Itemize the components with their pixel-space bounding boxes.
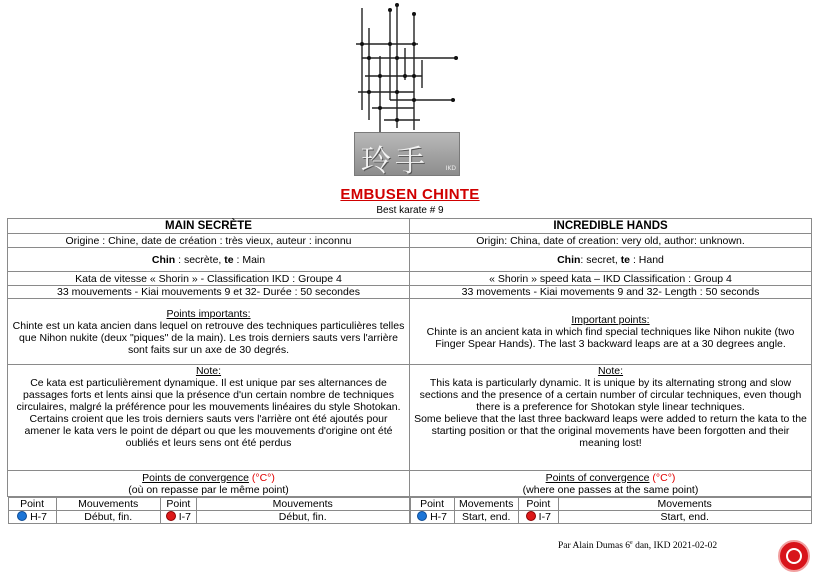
convergence-fr-table-cell (8, 497, 410, 525)
chinte-logo-mark: IKD (445, 165, 456, 172)
meaning-fr-term1: Chin (151, 253, 176, 266)
convergence-en-table (410, 497, 812, 524)
note-fr-paragraph-1: Ce kata est particulièrement dynamique. Il est unique par ses alternances de passages forts et lents ainsi que la présence d'un certain nombre de techniques circulaires, malgré la préférence pour les mouvements linéaires du style Shotokan. (16, 377, 401, 413)
convergence-en-point-1-value: H-7 (430, 511, 448, 523)
blue-dot-icon (17, 511, 27, 521)
convergence-en-sub: (where one passes at the same point) (522, 483, 699, 496)
classification-fr: Kata de vitesse « Shorin » - Classification IKD : Groupe 4 (8, 272, 410, 286)
page-subtitle: Best karate # 9 (376, 205, 444, 216)
convergence-fr-point-1 (8, 511, 56, 524)
convergence-fr-heading (8, 471, 410, 497)
meaning-en-term1: Chin (557, 253, 581, 266)
author-sup: e (630, 540, 633, 546)
author-suffix: dan, IKD 2021-02-02 (632, 541, 718, 552)
note-fr (8, 365, 410, 471)
important-points-en (410, 299, 812, 365)
convergence-fr-point-1-value: H-7 (30, 511, 48, 523)
note-en-label: Note: (597, 365, 624, 377)
origin-en: Origin: China, date of creation: very old, author: unknown. (410, 234, 812, 248)
embusen-points (360, 3, 458, 122)
ikd-logo-ring (786, 548, 802, 564)
meaning-fr-def1: : secrète, (175, 253, 225, 266)
convergence-fr-marker: (°C°) (251, 471, 275, 484)
convergence-en-marker: (°C°) (652, 471, 676, 484)
meaning-en-term2: te (620, 253, 631, 266)
meaning-en-def2: : Hand (630, 253, 664, 266)
important-points-fr-text: Chinte est un kata ancien dans lequel on retrouve des techniques particulières telles que Nihon nukite (deux "piques" de la main). Les trois derniers sauts vers l'arrière sont faits sur un axe de 30 degrés. (12, 319, 405, 356)
french-column-heading: MAIN SECRÈTE (8, 219, 410, 234)
convergence-fr-header-point-1: Point (8, 498, 56, 511)
meaning-en-def1: : secret, (580, 253, 621, 266)
convergence-fr-moves-2: Début, fin. (196, 511, 409, 524)
convergence-en-moves-2: Start, end. (558, 511, 811, 524)
note-fr-label: Note: (195, 365, 222, 377)
kata-table (7, 218, 812, 524)
convergence-fr-sub: (où on repasse par le même point) (128, 483, 289, 496)
english-column-heading: INCREDIBLE HANDS (410, 219, 812, 234)
convergence-en-point-2-value: I-7 (538, 511, 551, 523)
meaning-fr-def2: : Main (233, 253, 266, 266)
meaning-fr (8, 248, 410, 272)
convergence-fr-header-moves-2: Mouvements (196, 498, 409, 511)
note-fr-paragraph-2: Certains croient que les trois derniers sauts vers l'arrière ont été ajoutés pour amener le kata vers le point de départ ou que les mouvements d'origine ont été oubliés et leurs sens ont été perdus (24, 413, 393, 449)
convergence-fr-point-2-value: I-7 (178, 511, 192, 523)
convergence-en-table-cell (410, 497, 812, 525)
note-en (410, 365, 812, 471)
important-points-en-label: Important points: (571, 313, 650, 326)
convergence-fr-header-moves-1: Mouvements (56, 498, 160, 511)
meaning-en (410, 248, 812, 272)
origin-fr: Origine : Chine, date de création : très vieux, auteur : inconnu (8, 234, 410, 248)
convergence-fr-moves-1: Début, fin. (56, 511, 160, 524)
blue-dot-icon (417, 511, 427, 521)
important-points-fr (8, 299, 410, 365)
important-points-en-text: Chinte is an ancient kata in which find special techniques like Nihon nukite (two Finger Spear Hands). The last 3 backward leaps are at a 30 degrees angle. (426, 325, 795, 350)
convergence-en-header-point-1: Point (410, 498, 454, 511)
convergence-fr-label: Points de convergence (142, 471, 249, 484)
author-credit (558, 540, 717, 551)
ikd-logo-icon (778, 540, 810, 572)
convergence-fr-table (8, 497, 410, 524)
classification-en: « Shorin » speed kata – IKD Classification : Group 4 (410, 272, 812, 286)
meaning-fr-term2: te (224, 253, 234, 266)
red-dot-icon (166, 511, 176, 521)
chinte-logo (354, 132, 460, 179)
convergence-en-moves-1: Start, end. (454, 511, 518, 524)
note-en-paragraph-2: Some believe that the last three backward leaps were added to return the kata to the starting position or that the original movements have been forgotten and their meaning lost! (414, 413, 807, 449)
chinte-logo-chars: 玲手 (361, 144, 429, 179)
page-title: EMBUSEN CHINTE (340, 186, 480, 203)
convergence-en-heading (410, 471, 812, 497)
movements-en: 33 movements - Kiai movements 9 and 32- Length : 50 seconds (410, 286, 812, 299)
convergence-en-header-moves-1: Movements (454, 498, 518, 511)
convergence-en-point-2 (518, 511, 558, 524)
important-points-fr-label: Points importants: (166, 307, 251, 320)
embusen-lines (356, 5, 458, 132)
convergence-en-header-point-2: Point (518, 498, 558, 511)
movements-fr: 33 mouvements - Kiai mouvements 9 et 32- Durée : 50 secondes (8, 286, 410, 299)
convergence-en-point-1 (410, 511, 454, 524)
red-dot-icon (526, 511, 536, 521)
author-prefix: Par Alain Dumas 6 (558, 541, 631, 552)
convergence-fr-header-point-2: Point (160, 498, 196, 511)
convergence-en-header-moves-2: Movements (558, 498, 811, 511)
convergence-en-label: Points of convergence (545, 471, 650, 484)
note-en-paragraph-1: This kata is particularly dynamic. It is unique by its alternating strong and slow sections and the presence of a certain number of circular techniques, even though there is a preference for Shotokan style linear techniques. (419, 377, 802, 413)
convergence-fr-point-2 (160, 511, 196, 524)
